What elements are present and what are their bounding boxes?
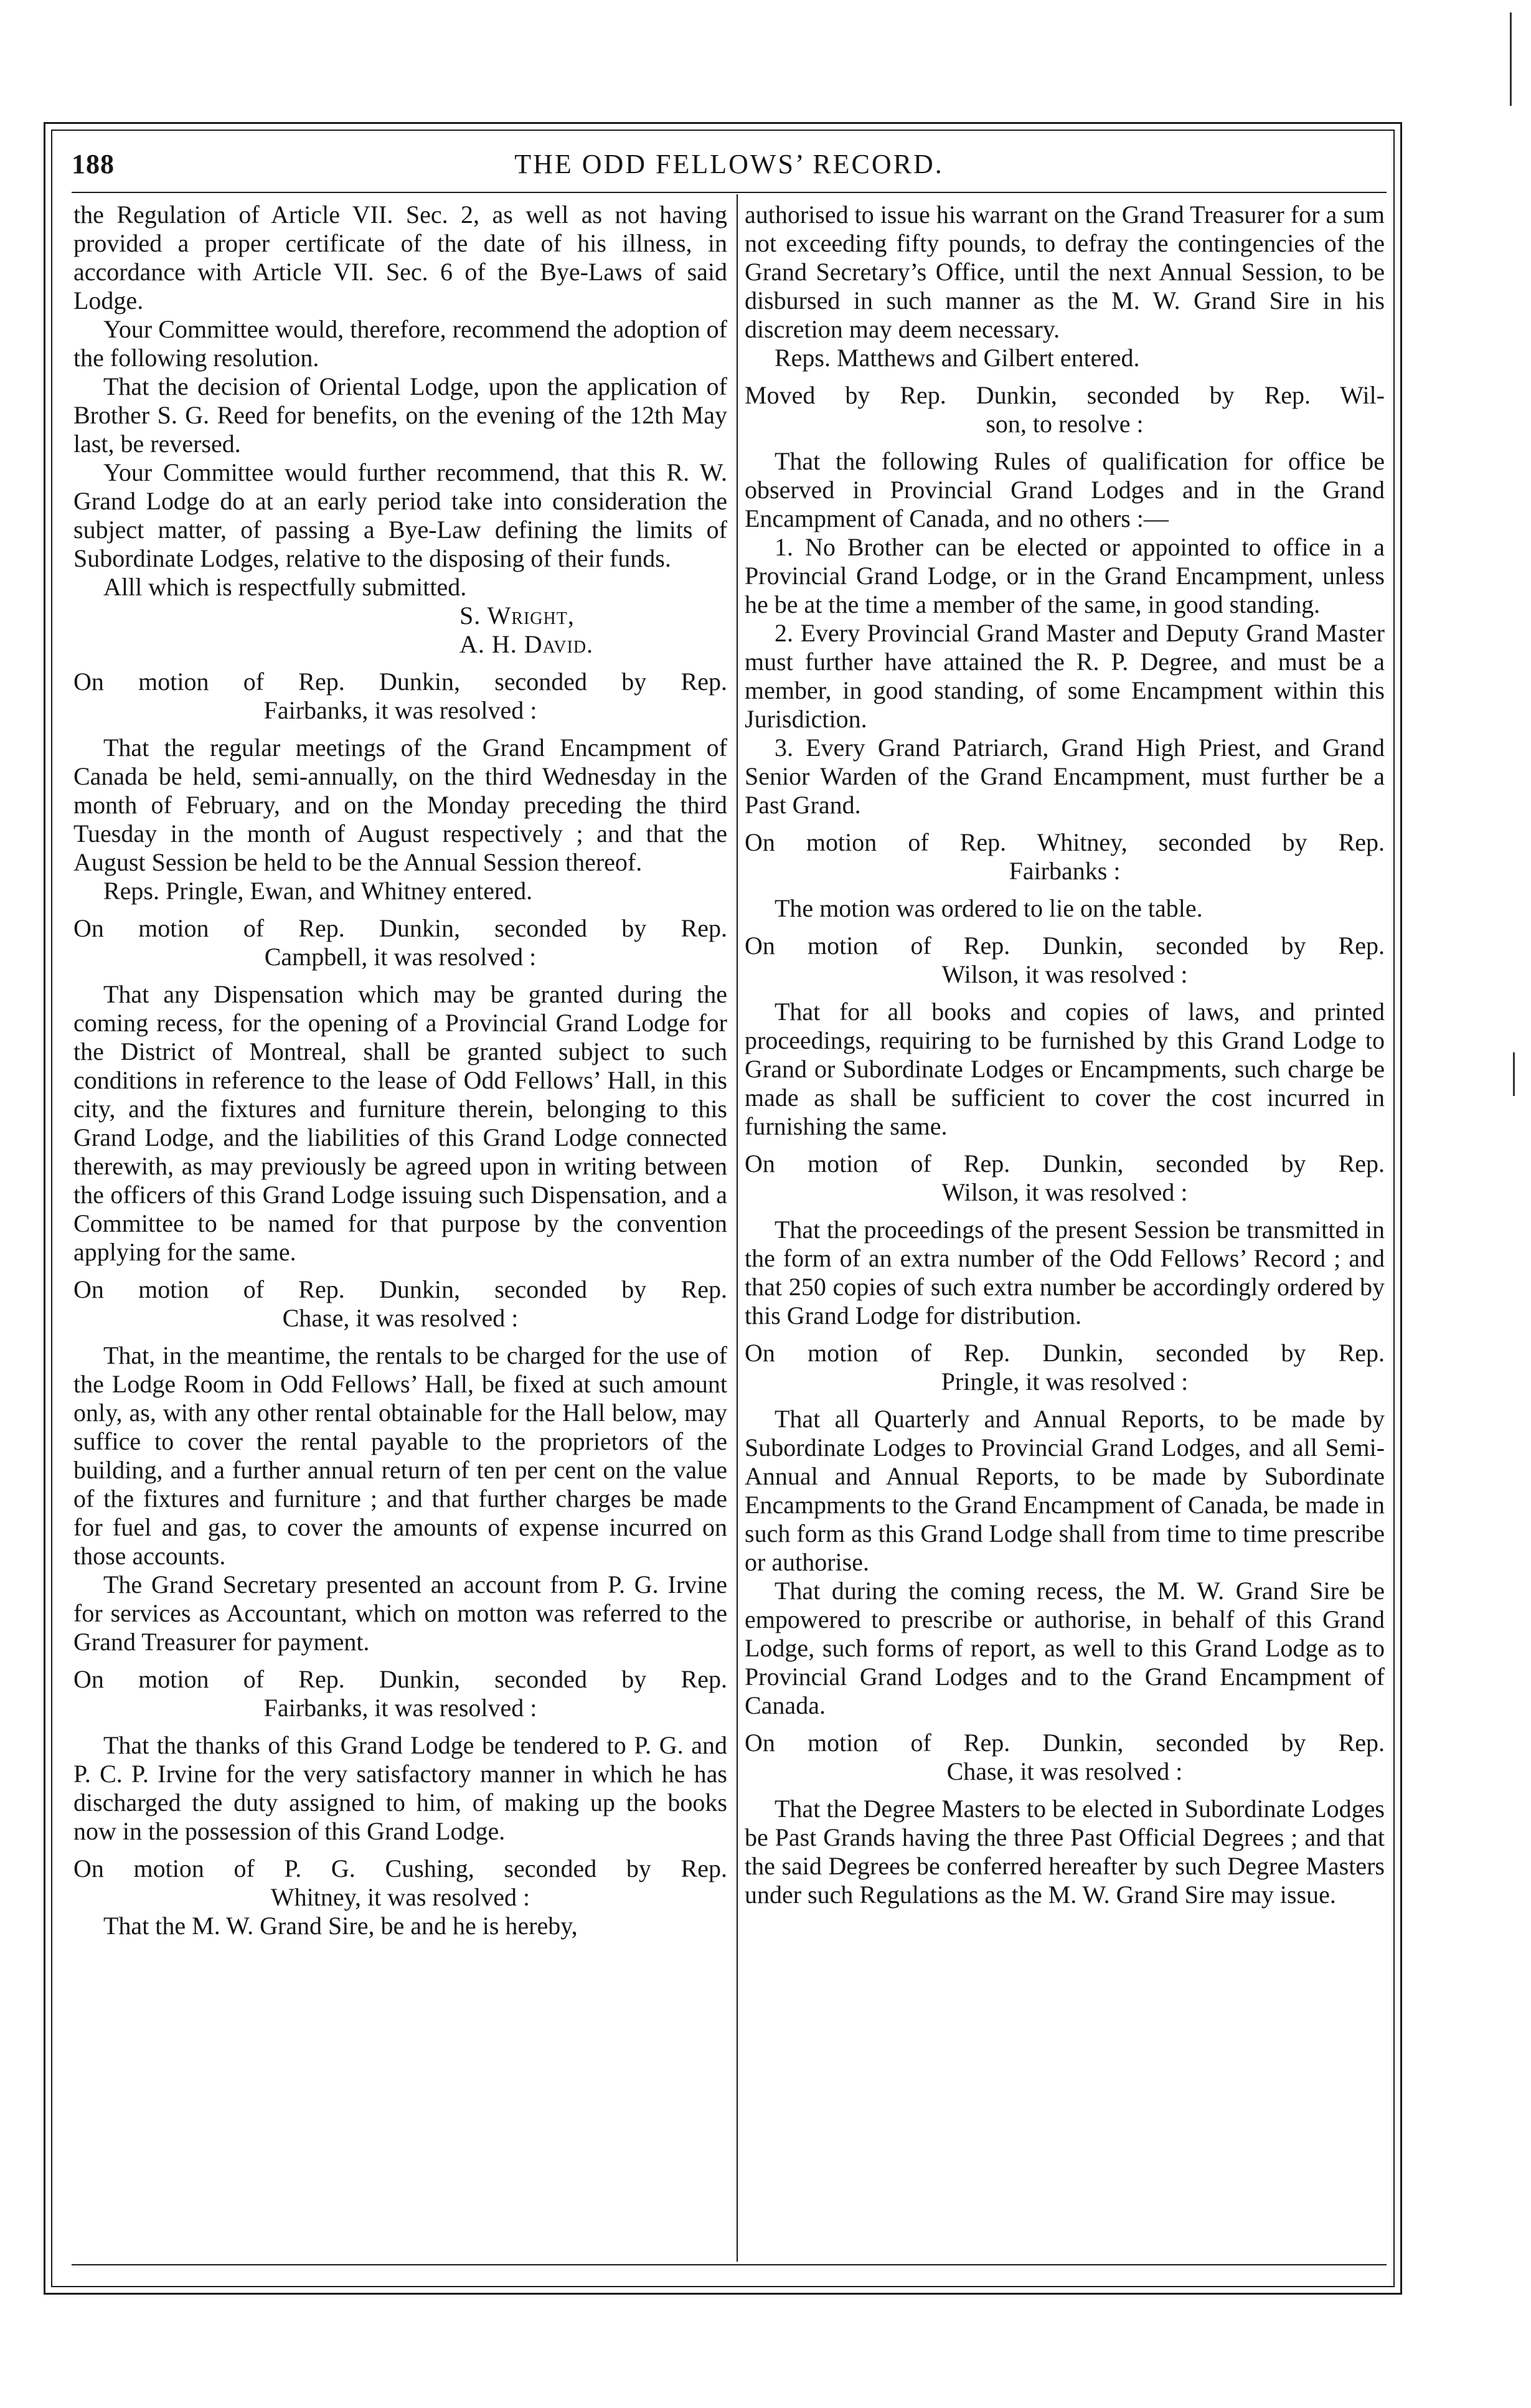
page-header: [72, 143, 1387, 189]
paragraph: Reps. Pringle, Ewan, and Whitney entered.: [103, 877, 533, 905]
resolution: That the regular meetings of the Grand Encampment of Canada be held, semi-annually, on the third Wednesday in the month of February, and on the Monday preceding the third Tuesday in the month of August respectively ; and that the August Session be held to be the Annual Session thereof.: [73, 734, 727, 876]
motion-line: On motion of Rep. Dunkin, seconded by Rep.: [73, 1275, 727, 1303]
motion-line: On motion of P. G. Cushing, seconded by Rep.: [73, 1854, 727, 1882]
running-title: THE ODD FELLOWS’ RECORD.: [514, 149, 944, 179]
paragraph: That during the coming recess, the M. W. Grand Sire be empowered to prescribe or authorise, in behalf of this Grand Lodge, such forms of report, as well to this Grand Lodge as to Provincial Grand Lodges and to the Grand Encampment of Canada.: [745, 1577, 1385, 1719]
rule-item: 3. Every Grand Patriarch, Grand High Priest, and Grand Senior Warden of the Grand Encampment, must further be a Past Grand.: [745, 734, 1385, 819]
paragraph: Your Committee would further recommend, that this R. W. Grand Lodge do at an early period take into consideration the subject matter, of passing a Bye-Law defining the limits of Subordinate Lodges, relative to the disposing of their funds.: [73, 458, 727, 572]
motion-line: On motion of Rep. Dunkin, seconded by Rep.: [745, 1150, 1385, 1178]
motion-heading: [745, 932, 1385, 989]
motion-line: Whitney, it was resolved :: [270, 1883, 530, 1911]
motion-line: On motion of Rep. Dunkin, seconded by Rep.: [745, 1339, 1385, 1367]
footer-rule: [72, 2264, 1387, 2265]
paragraph: That the decision of Oriental Lodge, upon the application of Brother S. G. Reed for benefits, on the evening of the 12th May last, be reversed.: [73, 372, 727, 458]
resolution: That for all books and copies of laws, and printed proceedings, requiring to be furnished by this Grand Lodge to Grand or Subordinate Lodges or Encampments, such charge be made as shall be sufficient to cover the cost incurred in furnishing the same.: [745, 998, 1385, 1140]
resolution: The motion was ordered to lie on the table.: [775, 894, 1203, 922]
motion-heading: [745, 381, 1385, 438]
resolution: That, in the meantime, the rentals to be charged for the use of the Lodge Room in Odd Fellows’ Hall, be fixed at such amount only, as, with any other rental obtainable for the Hall below, may suffice to cover the rental payable to the proprietors of the building, and a further annual return of ten per cent on the value of the fixtures and furniture ; and that further charges be made for fuel and gas, to cover the amounts of expense incurred on those accounts.: [73, 1341, 727, 1570]
page-number: 188: [72, 149, 115, 179]
motion-heading: [73, 1854, 727, 1912]
motion-heading: [73, 1665, 727, 1722]
motion-heading: [73, 668, 727, 725]
paragraph: Alll which is respectfully submitted.: [103, 573, 467, 601]
motion-line: On motion of Rep. Dunkin, seconded by Rep.: [745, 932, 1385, 960]
rule-item: 2. Every Provincial Grand Master and Deputy Grand Master must further have attained the R. P. Degree, and must be a member, in good standing, of some Encampment within this Jurisdiction.: [745, 619, 1385, 733]
motion-heading: [745, 828, 1385, 885]
header-rule: [72, 192, 1387, 193]
resolution: That any Dispensation which may be granted during the coming recess, for the opening of a Provincial Grand Lodge for the District of Montreal, shall be granted subject to such conditions in reference to the lease of Odd Fellows’ Hall, in this city, and the fixtures and furniture therein, belonging to this Grand Lodge, and the liabilities of this Grand Lodge connected therewith, as may previously be agreed upon in writing between the officers of this Grand Lodge issuing such Dispensation, and a Committee to be named for that purpose by the convention applying for the same.: [73, 980, 727, 1266]
motion-line: On motion of Rep. Dunkin, seconded by Rep.: [73, 668, 727, 696]
motion-line: Chase, it was resolved :: [946, 1757, 1183, 1785]
margin-mark: [1510, 12, 1512, 106]
paragraph: Reps. Matthews and Gilbert entered.: [775, 344, 1140, 372]
paragraph: Your Committee would, therefore, recommend the adoption of the following resolution.: [73, 315, 727, 372]
motion-line: On motion of Rep. Whitney, seconded by Rep.: [745, 828, 1385, 856]
resolution: That the M. W. Grand Sire, be and he is hereby,: [103, 1912, 578, 1940]
motion-line: On motion of Rep. Dunkin, seconded by Rep.: [745, 1729, 1385, 1757]
motion-line: Pringle, it was resolved :: [941, 1367, 1189, 1395]
motion-line: Moved by Rep. Dunkin, seconded by Rep. Wil-: [745, 381, 1385, 409]
signature: S. Wright,: [459, 602, 575, 630]
motion-line: Fairbanks :: [1009, 857, 1121, 885]
right-column: [745, 201, 1385, 1909]
motion-line: Chase, it was resolved :: [282, 1304, 519, 1332]
motion-heading: [745, 1729, 1385, 1786]
paragraph: the Regulation of Article VII. Sec. 2, as well as not having provided a proper certificate of the date of his illness, in accordance with Article VII. Sec. 6 of the Bye-Laws of said Lodge.: [73, 201, 727, 314]
paragraph: The Grand Secretary presented an account from P. G. Irvine for services as Accountant, which on motton was referred to the Grand Treasurer for payment.: [73, 1570, 727, 1656]
motion-heading: [73, 914, 727, 971]
margin-mark: [1513, 1052, 1515, 1096]
motion-line: On motion of Rep. Dunkin, seconded by Rep.: [73, 914, 727, 942]
left-column: [73, 201, 727, 1940]
paragraph: authorised to issue his warrant on the Grand Treasurer for a sum not exceeding fifty pounds, to defray the contingencies of the Grand Secretary’s Office, until the next Annual Session, to be disbursed in such manner as the M. W. Grand Sire in his discretion may deem necessary.: [745, 201, 1385, 343]
resolution: That the thanks of this Grand Lodge be tendered to P. G. and P. C. P. Irvine for the very satisfactory manner in which he has discharged the duty assigned to him, of making up the books now in the possession of this Grand Lodge.: [73, 1731, 727, 1845]
motion-heading: [73, 1275, 727, 1333]
column-divider: [737, 194, 738, 2262]
motion-line: Wilson, it was resolved :: [941, 960, 1188, 988]
signature: A. H. David.: [459, 630, 594, 658]
rule-item: 1. No Brother can be elected or appointed to office in a Provincial Grand Lodge, or in the Grand Encampment, unless he be at the time a member of the same, in good standing.: [745, 533, 1385, 618]
resolution: That the following Rules of qualification for office be observed in Provincial Grand Lodges and in the Grand Encampment of Canada, and no others :—: [745, 447, 1385, 532]
resolution: That all Quarterly and Annual Reports, to be made by Subordinate Lodges to Provincial Grand Lodges, and all Semi-Annual and Annual Reports, to be made by Subordinate Encampments to the Grand Encampment of Canada, be made in such form as this Grand Lodge shall from time to time prescribe or authorise.: [745, 1405, 1385, 1576]
motion-line: Fairbanks, it was resolved :: [263, 696, 537, 724]
motion-line: Fairbanks, it was resolved :: [263, 1694, 537, 1722]
resolution: That the proceedings of the present Session be transmitted in the form of an extra number of the Odd Fellows’ Record ; and that 250 copies of such extra number be accordingly ordered by this Grand Lodge for distribution.: [745, 1216, 1385, 1329]
resolution: That the Degree Masters to be elected in Subordinate Lodges be Past Grands having the three Past Official Degrees ; and that the said Degrees be conferred hereafter by such Degree Masters under such Regulations as the M. W. Grand Sire may issue.: [745, 1795, 1385, 1909]
motion-line: Wilson, it was resolved :: [941, 1178, 1188, 1206]
motion-line: son, to resolve :: [986, 410, 1144, 438]
motion-heading: [745, 1150, 1385, 1207]
motion-line: Campbell, it was resolved :: [264, 943, 537, 971]
motion-line: On motion of Rep. Dunkin, seconded by Rep.: [73, 1665, 727, 1693]
motion-heading: [745, 1339, 1385, 1396]
